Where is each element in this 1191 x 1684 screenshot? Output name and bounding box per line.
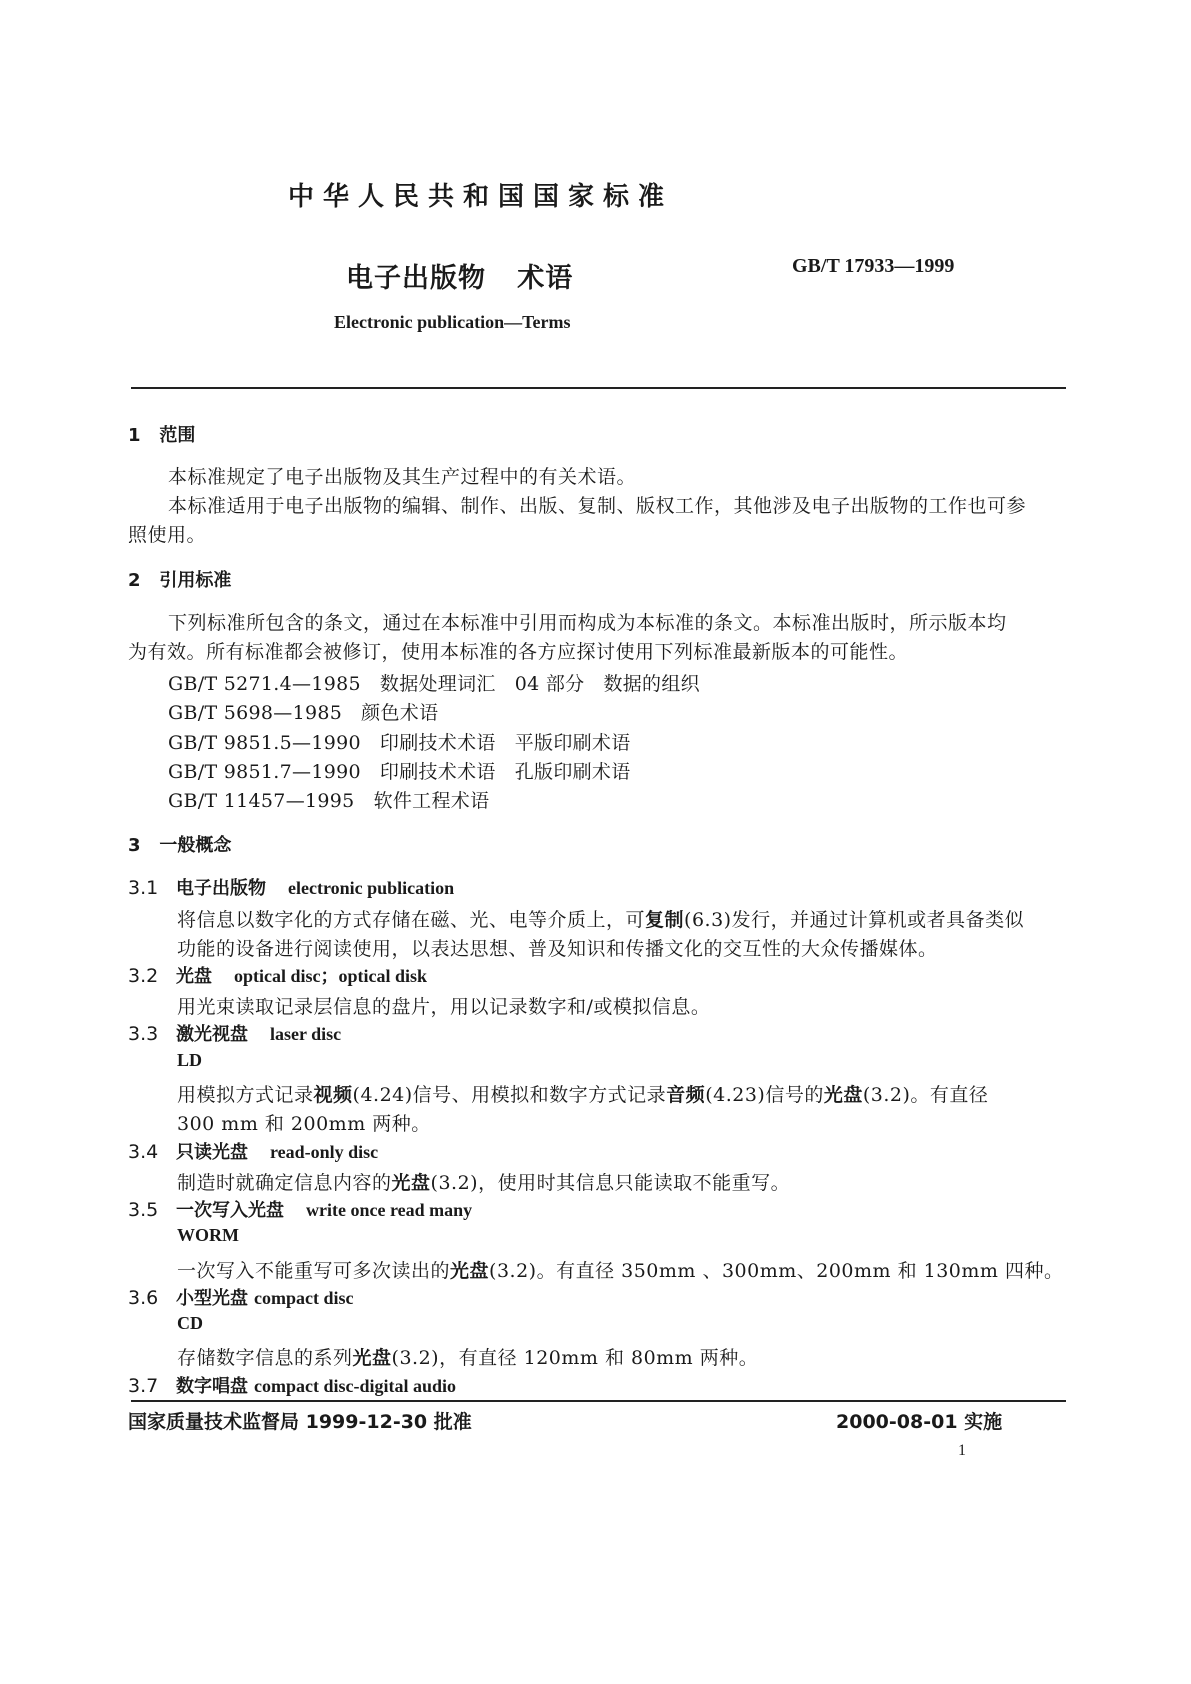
term-3-3 xyxy=(128,1020,998,1046)
term-3-1 xyxy=(128,874,998,900)
header-divider xyxy=(131,387,1066,389)
term-number: 3.7 xyxy=(128,1375,159,1397)
definition-text: (3.2)。有直径 xyxy=(862,1084,989,1106)
term-name-en: electronic publication xyxy=(288,878,455,898)
term-3-5 xyxy=(128,1196,998,1222)
term-name-en: compact disc xyxy=(254,1288,354,1308)
normative-reference: GB/T 5698—1985 颜色术语 xyxy=(168,702,439,724)
term-number: 3.4 xyxy=(128,1141,159,1163)
normative-reference: GB/T 9851.5—1990 印刷技术术语 平版印刷术语 xyxy=(168,732,631,754)
section-2-paragraph: 下列标准所包含的条文，通过在本标准中引用而构成为本标准的条文。本标准出版时，所示版本均 xyxy=(168,612,1007,634)
definition-text: (4.24)信号、用模拟和数字方式记录 xyxy=(352,1084,667,1106)
term-name-zh: 激光视盘 xyxy=(176,1024,248,1045)
term-number: 3.5 xyxy=(128,1199,159,1221)
term-3-6-definition xyxy=(177,1342,758,1374)
cross-reference: 光盘 xyxy=(391,1172,431,1194)
cross-reference: 光盘 xyxy=(352,1347,392,1369)
definition-text: (4.23)信号的 xyxy=(705,1084,824,1106)
term-3-5-definition xyxy=(177,1255,1063,1287)
definition-text: 存储数字信息的系列 xyxy=(177,1347,353,1369)
section-1-paragraph-1: 本标准规定了电子出版物及其生产过程中的有关术语。 xyxy=(168,466,637,488)
footer-divider xyxy=(131,1400,1066,1402)
cross-reference: 音频 xyxy=(666,1084,706,1106)
term-3-3-abbreviation: LD xyxy=(177,1050,203,1070)
definition-text: (3.2)。有直径 350mm 、300mm、200mm 和 130mm 四种。 xyxy=(489,1260,1064,1282)
term-3-1-definition-cont: 功能的设备进行阅读使用，以表达思想、普及知识和传播文化的交互性的大众传播媒体。 xyxy=(177,938,938,960)
term-3-4 xyxy=(128,1138,998,1164)
term-number: 3.1 xyxy=(128,877,159,899)
definition-text: (3.2)，使用时其信息只能读取不能重写。 xyxy=(430,1172,791,1194)
definition-text: (6.3)发行，并通过计算机或者具备类似 xyxy=(684,909,1025,931)
term-3-5-abbreviation: WORM xyxy=(177,1225,239,1245)
section-3-heading: 3 一般概念 xyxy=(128,835,232,856)
term-number: 3.3 xyxy=(128,1023,159,1045)
definition-text: 将信息以数字化的方式存储在磁、光、电等介质上，可 xyxy=(177,909,646,931)
term-3-3-definition xyxy=(177,1079,988,1111)
section-1-heading: 1 范围 xyxy=(128,425,196,446)
term-name-en: read-only disc xyxy=(270,1142,379,1162)
term-name-en: optical disc；optical disk xyxy=(234,966,428,986)
cross-reference: 复制 xyxy=(645,909,685,931)
term-name-en: laser disc xyxy=(270,1024,342,1044)
document-title-en: Electronic publication—Terms xyxy=(334,312,571,332)
term-3-6 xyxy=(128,1284,998,1310)
term-3-2-definition: 用光束读取记录层信息的盘片，用以记录数字和/或模拟信息。 xyxy=(177,996,711,1018)
term-3-2 xyxy=(128,962,998,988)
definition-text: 用模拟方式记录 xyxy=(177,1084,314,1106)
effective-date: 2000-08-01 实施 xyxy=(836,1411,1003,1433)
document-title-zh: 电子出版物 术语 xyxy=(346,263,574,294)
term-name-zh: 小型光盘 xyxy=(176,1288,248,1309)
term-3-7 xyxy=(128,1372,998,1398)
term-3-1-definition xyxy=(177,904,1024,936)
issuing-body: 中华人民共和国国家标准 xyxy=(288,182,674,212)
term-name-zh: 只读光盘 xyxy=(176,1142,248,1163)
term-name-en: write once read many xyxy=(306,1200,473,1220)
section-1-paragraph-2: 本标准适用于电子出版物的编辑、制作、出版、复制、版权工作，其他涉及电子出版物的工作也可参 xyxy=(168,495,1027,517)
term-name-en: compact disc-digital audio xyxy=(254,1376,457,1396)
page-number: 1 xyxy=(958,1442,966,1459)
definition-text: 一次写入不能重写可多次读出的 xyxy=(177,1260,451,1282)
section-2-heading: 2 引用标准 xyxy=(128,570,232,591)
definition-text: 制造时就确定信息内容的 xyxy=(177,1172,392,1194)
term-3-3-definition-cont: 300 mm 和 200mm 两种。 xyxy=(177,1113,431,1135)
cross-reference: 视频 xyxy=(313,1084,353,1106)
normative-reference: GB/T 11457—1995 软件工程术语 xyxy=(168,790,490,812)
term-name-zh: 光盘 xyxy=(176,966,212,987)
section-1-paragraph-2-cont: 照使用。 xyxy=(128,524,207,546)
term-name-zh: 电子出版物 xyxy=(176,878,266,899)
cross-reference: 光盘 xyxy=(450,1260,490,1282)
normative-reference: GB/T 5271.4—1985 数据处理词汇 04 部分 数据的组织 xyxy=(168,673,700,695)
term-3-6-abbreviation: CD xyxy=(177,1313,203,1333)
term-name-zh: 一次写入光盘 xyxy=(176,1200,284,1221)
term-name-zh: 数字唱盘 xyxy=(176,1376,248,1397)
cross-reference: 光盘 xyxy=(823,1084,863,1106)
term-3-4-definition xyxy=(177,1167,790,1199)
section-2-paragraph-cont: 为有效。所有标准都会被修订，使用本标准的各方应探讨使用下列标准最新版本的可能性。 xyxy=(128,641,909,663)
definition-text: (3.2)，有直径 120mm 和 80mm 两种。 xyxy=(391,1347,759,1369)
approval-line: 国家质量技术监督局 1999-12-30 批准 xyxy=(128,1411,472,1433)
term-number: 3.6 xyxy=(128,1287,159,1309)
standard-code: GB/T 17933—1999 xyxy=(792,255,955,277)
normative-reference: GB/T 9851.7—1990 印刷技术术语 孔版印刷术语 xyxy=(168,761,631,783)
term-number: 3.2 xyxy=(128,965,159,987)
